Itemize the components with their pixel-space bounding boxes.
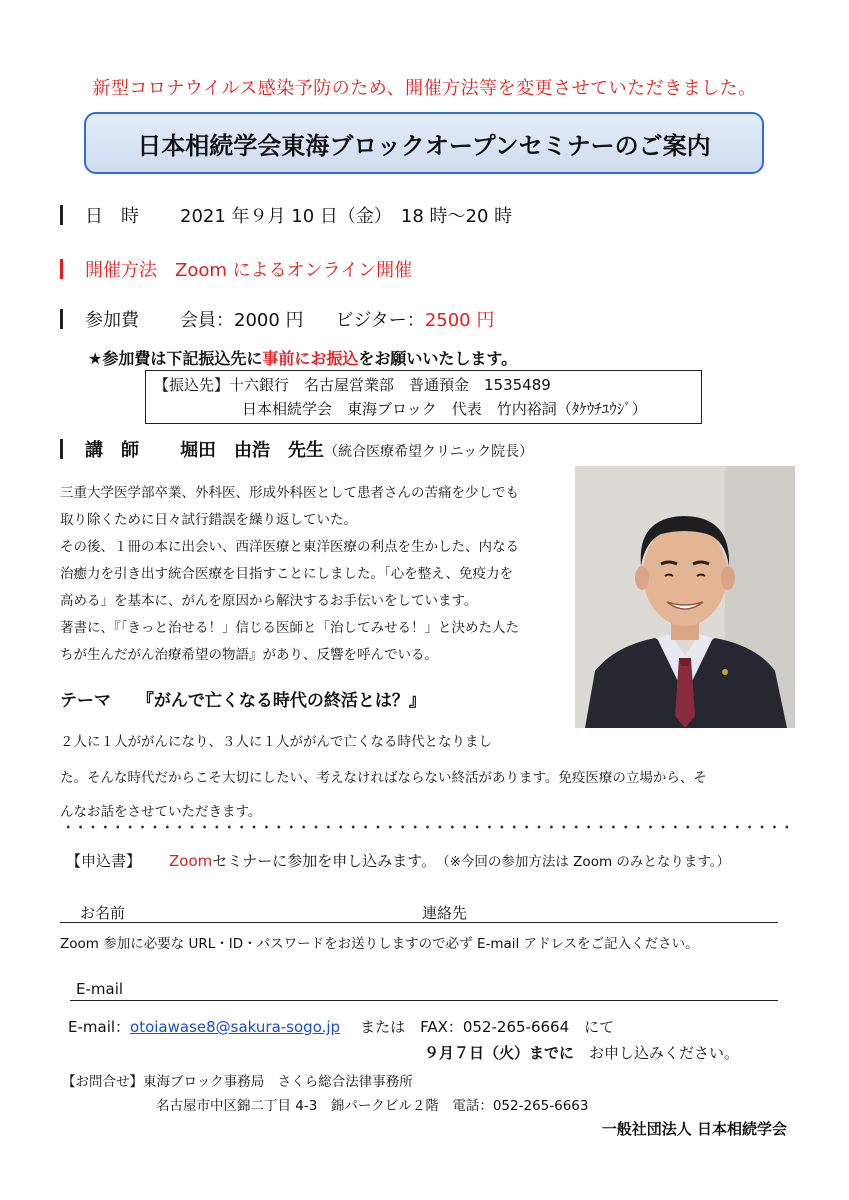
application-zoom: Zoom	[169, 852, 213, 870]
email-field-label: E-mail	[76, 980, 124, 998]
date-label: 日 時	[85, 206, 139, 227]
speaker-affiliation: （統合医療希望クリニック院長）	[324, 444, 534, 460]
bank-line-2: 日本相続学会 東海ブロック 代表 竹内裕詞（ﾀｹｳﾁﾕｳｼﾞ）	[242, 400, 647, 418]
bio-line: 取り除くために日々試行錯誤を繰り返していた。	[60, 512, 357, 528]
contact-email-prefix: E-mail：	[68, 1018, 131, 1036]
page-title: 日本相続学会東海ブロックオープンセミナーのご案内	[137, 131, 711, 160]
bank-line-1: 【振込先】十六銀行 名古屋営業部 普通預金 1535489	[154, 376, 551, 394]
theme-label: テーマ	[60, 691, 111, 711]
bio-line: 三重大学医学部卒業、外科医、形成外科医として患者さんの苦痛を少しでも	[60, 485, 519, 501]
speaker-label: 講 師	[85, 440, 139, 461]
bio-line: ちが生んだがん治療希望の物語』があり、反響を呼んでいる。	[60, 647, 438, 663]
speaker-photo	[575, 466, 795, 728]
form-instruction: Zoom 参加に必要な URL・ID・パスワードをお送りしますので必ず E-mail アドレスをご記入ください。	[60, 936, 699, 952]
fee-label: 参加費	[85, 310, 139, 331]
bio-line: 著書に、『「きっと治せる！」信じる医師と「治してみせる！」と決めた人た	[60, 620, 519, 636]
fee-note-suffix: をお願いいたします。	[358, 349, 518, 368]
fee-visitor-label: ビジター：	[335, 310, 425, 331]
deadline-date: ９月７日（火）までに	[424, 1044, 575, 1062]
theme-body-line: んなお話をさせていただきます。	[60, 804, 262, 820]
date-row	[60, 202, 512, 228]
speaker-bio	[60, 480, 572, 669]
contact-email-link[interactable]: otoiawase8@sakura-sogo.jp	[130, 1018, 341, 1036]
application-note: （※今回の参加方法は Zoom のみとなります。）	[436, 854, 731, 870]
application-header	[66, 850, 730, 871]
contact-fax: または FAX：052-265-6664 にて	[360, 1018, 615, 1036]
dotted-divider	[62, 822, 792, 832]
bio-line: 治癒力を引き出す統合医療を目指すことにしました。「心を整え、免疫力を	[60, 566, 514, 582]
theme-body-line: た。そんな時代だからこそ大切にしたい、考えなければならない終活があります。免疫医療の立場から、そ	[60, 770, 707, 786]
bank-info-box	[145, 370, 702, 424]
covid-notice: 新型コロナウイルス感染予防のため、開催方法等を変更させていただきました。	[92, 78, 757, 99]
section-bar	[60, 309, 63, 329]
inquiry-line-1: 【お問合せ】東海ブロック事務局 さくら総合法律事務所	[62, 1074, 413, 1090]
bio-line: 高める」を基本に、がんを原因から解決するお手伝いをしています。	[60, 593, 478, 609]
method-row	[60, 256, 412, 282]
theme-title: 『がんで亡くなる時代の終活とは？』	[136, 691, 426, 711]
section-bar	[60, 259, 63, 279]
method-label: 開催方法	[85, 260, 157, 281]
application-text: セミナーに参加を申し込みます。	[212, 852, 437, 870]
fee-note-prefix: ★参加費は下記振込先に	[88, 349, 263, 368]
fee-note	[88, 346, 517, 369]
seminar-title-box	[84, 112, 764, 174]
theme-body-line: ２人に１人ががんになり、３人に１人ががんで亡くなる時代となりまし	[60, 734, 492, 750]
contact-email-line	[68, 1016, 614, 1037]
organizer: 一般社団法人 日本相続学会	[601, 1120, 787, 1138]
inquiry-line-2: 名古屋市中区錦二丁目 4-3 錦パークビル２階 電話：052-265-6663	[156, 1098, 589, 1114]
fee-note-highlight: 事前にお振込	[262, 349, 359, 368]
section-bar	[60, 439, 63, 459]
fee-visitor-value: 2500 円	[424, 310, 495, 331]
application-label: 【申込書】	[66, 852, 142, 870]
bio-line: その後、１冊の本に出会い、西洋医療と東洋医療の利点を生かした、内なる	[60, 539, 519, 555]
theme-heading	[60, 686, 426, 711]
deadline-rest: お申し込みください。	[574, 1044, 740, 1062]
speaker-name: 堀田 由浩 先生	[180, 440, 324, 461]
section-bar	[60, 205, 63, 225]
deadline-line	[424, 1042, 739, 1063]
name-contact-field[interactable]	[60, 902, 778, 923]
method-value: Zoom によるオンライン開催	[175, 260, 413, 281]
speaker-portrait-illustration	[575, 466, 795, 728]
fee-member: 会員：2000 円	[180, 310, 304, 331]
name-label: お名前	[80, 904, 126, 922]
fee-row	[60, 306, 494, 332]
speaker-row	[60, 436, 533, 462]
contact-label: 連絡先	[422, 904, 468, 922]
date-value: 2021 年９月 10 日（金） 18 時～20 時	[180, 206, 513, 227]
email-field[interactable]	[70, 980, 778, 1001]
